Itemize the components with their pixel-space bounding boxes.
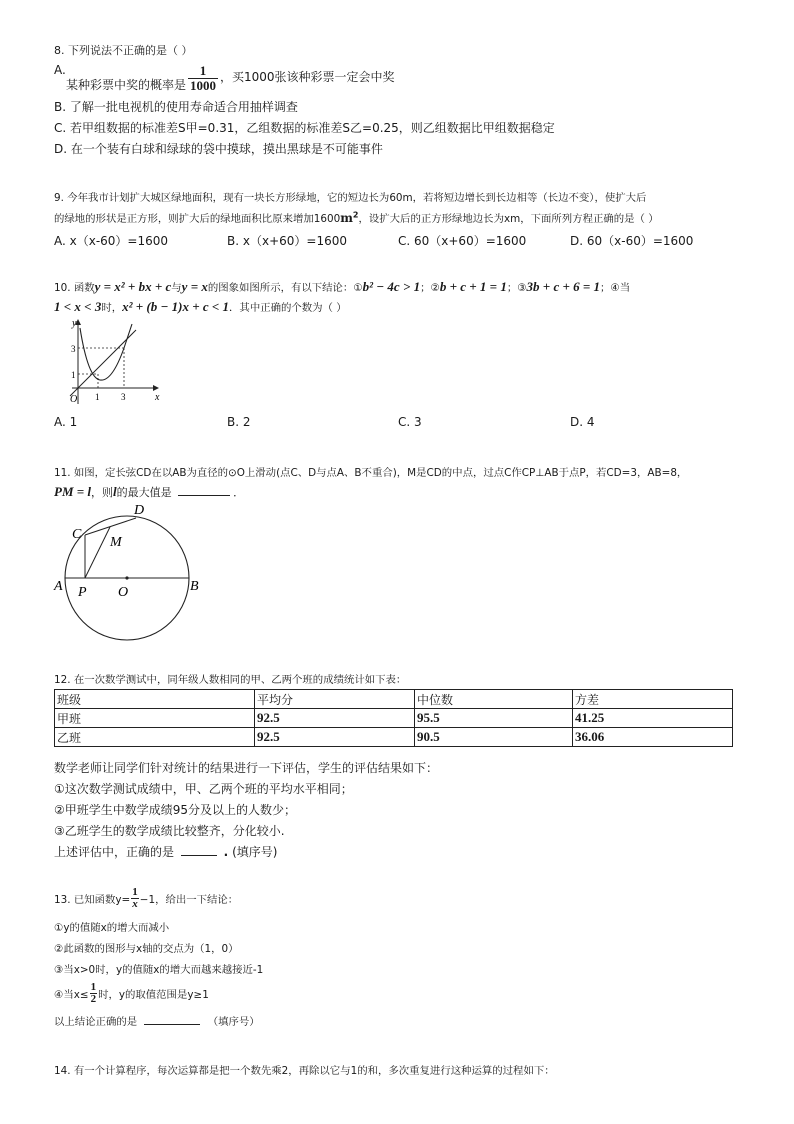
q11-label-o: O — [118, 585, 129, 600]
q10-x-label: x — [155, 392, 160, 403]
q9-option-c: C. 60（x+60）=1600 — [398, 234, 527, 248]
q10-text-b: 与 — [171, 282, 182, 294]
q13-item4-fraction — [90, 982, 98, 1005]
q8-fraction-num: 1 — [188, 64, 218, 79]
q11-label-m: M — [110, 535, 122, 550]
q13-stem-post: −1，给出一下结论： — [139, 894, 239, 906]
q11-label-d: D — [134, 503, 145, 518]
q10-y-tick-3: 3 — [71, 344, 76, 354]
q8-option-a-label: A. — [54, 63, 66, 77]
q10-text-f: ；④当 — [600, 282, 631, 294]
q10-line2 — [54, 299, 347, 315]
q9-unit: m — [340, 211, 353, 225]
q14-stem: 14. 有一个计算程序，每次运算都是把一个数先乘2，再除以它与1的和，多次重复进行这种运算的过程如下： — [54, 1065, 555, 1077]
q12-conclusion — [54, 843, 277, 860]
q13-item-1: ①y的值随x的增大而减小 — [54, 922, 170, 934]
q10-text-e: ；③ — [506, 282, 527, 294]
q12-dot: . — [223, 845, 229, 859]
q10-func-linear: y = x — [181, 279, 208, 294]
q9-option-d: D. 60（x-60）=1600 — [570, 234, 694, 248]
table-cell: 92.5 — [255, 728, 415, 747]
q11-segment-pm — [85, 527, 110, 578]
q9-line2 — [54, 210, 659, 225]
q10-conclusion-3: 3b + c + 6 = 1 — [526, 279, 601, 294]
q13-conclusion — [54, 1013, 260, 1028]
q13-item-3: ③当x>0时，y的值随x的增大而越来越接近-1 — [54, 964, 264, 976]
q10-option-d: D. 4 — [570, 415, 595, 429]
q10-option-c: C. 3 — [398, 415, 422, 429]
q10-function-graph — [54, 316, 166, 408]
q8-option-a-pre: 某种彩票中奖的概率是 — [66, 77, 187, 92]
q12-answer-blank[interactable] — [181, 855, 217, 856]
q10-x-tick-1: 1 — [95, 392, 100, 402]
table-header-cell: 平均分 — [255, 690, 415, 709]
q10-func-quadratic: y = x² + bx + c — [94, 279, 172, 294]
q11-label-p: P — [78, 585, 87, 600]
q8-option-a — [66, 62, 395, 96]
q12-stem: 12. 在一次数学测试中，同年级人数相同的甲、乙两个班的成绩统计如下表： — [54, 674, 407, 686]
q12-after-text: 数学老师让同学们针对统计的结果进行一下评估，学生的评估结果如下： — [54, 761, 439, 775]
q10-option-a: A. 1 — [54, 415, 78, 429]
q10-conclusion-1: b² − 4c > 1 — [362, 279, 421, 294]
q12-item-3: ③乙班学生的数学成绩比较整齐，分化较小. — [54, 824, 285, 838]
q11-answer-blank[interactable] — [178, 495, 230, 496]
q13-item4-pre: ④当x≤ — [54, 988, 89, 1001]
q10-text-h: ．其中正确的个数为（ ） — [229, 302, 347, 314]
q8-option-a-post: ，买1000张该种彩票一定会中奖 — [220, 69, 395, 84]
table-cell: 乙班 — [55, 728, 255, 747]
q12-score-table — [54, 689, 733, 747]
q11-l-symbol: l — [113, 484, 117, 499]
q10-x-tick-3: 3 — [121, 392, 126, 402]
table-header-cell: 班级 — [55, 690, 255, 709]
q10-y-tick-1: 1 — [71, 370, 76, 380]
q13-item4-post: 时，y的取值范围是y≥1 — [98, 988, 209, 1001]
q11-period: ． — [233, 486, 245, 499]
q13-stem-pre: 13. 已知函数y= — [54, 894, 131, 906]
table-row — [55, 709, 733, 728]
q11-label-c: C — [72, 527, 82, 542]
q10-range: 1 < x < 3 — [54, 299, 102, 314]
q9-unit-exp: 2 — [352, 210, 359, 220]
q10-text-c: 的图象如图所示，有以下结论：① — [207, 282, 363, 294]
table-cell: 90.5 — [415, 728, 573, 747]
q10-y-label: y — [72, 318, 77, 329]
q9-option-a: A. x（x-60）=1600 — [54, 234, 169, 248]
q12-conclusion-pre: 上述评估中，正确的是 — [54, 845, 175, 859]
q13-item-2: ②此函数的图形与x轴的交点为（1，0） — [54, 943, 239, 955]
q13-fraction-num: 1 — [132, 886, 138, 898]
q11-text-then: ，则 — [91, 486, 114, 499]
q11-center-point — [125, 576, 128, 579]
q10-inequality: x² + (b − 1)x + c < 1 — [122, 299, 230, 314]
table-cell: 95.5 — [415, 709, 573, 728]
q8-fraction — [188, 64, 218, 93]
q10-line-y-eq-x — [70, 330, 136, 396]
q13-fraction — [131, 887, 139, 910]
q9-line2-pre: 的绿地的形状是正方形，则扩大后的绿地面积比原来增加1600 — [54, 213, 341, 225]
q11-circle-figure — [50, 500, 210, 642]
table-cell: 92.5 — [255, 709, 415, 728]
table-header-cell: 方差 — [573, 690, 733, 709]
table-cell: 甲班 — [55, 709, 255, 728]
q10-origin-label: O — [70, 394, 78, 405]
table-cell: 41.25 — [573, 709, 733, 728]
q11-label-a: A — [54, 579, 63, 594]
q10-line1 — [54, 279, 630, 295]
q8-option-d: D. 在一个装有白球和绿球的袋中摸球，摸出黑球是不可能事件 — [54, 142, 383, 156]
q12-item-2: ②甲班学生中数学成绩95分及以上的人数少； — [54, 803, 297, 817]
q13-item4-num: 1 — [90, 980, 97, 993]
table-row — [55, 728, 733, 747]
q8-stem: 8. 下列说法不正确的是（ ） — [54, 44, 193, 57]
q13-item-4 — [54, 978, 209, 1008]
q13-stem — [54, 887, 238, 910]
q10-conclusion-2: b + c + 1 = 1 — [439, 279, 507, 294]
q11-pm-equation: PM = l — [54, 484, 92, 499]
q13-answer-blank[interactable] — [144, 1024, 200, 1025]
q8-fraction-den: 1000 — [190, 77, 217, 93]
q8-option-c: C. 若甲组数据的标准差S甲=0.31，乙组数据的标准差S乙=0.25，则乙组数据比甲组数据稳定 — [54, 121, 555, 135]
q12-item-1: ①这次数学测试成绩中，甲、乙两个班的平均水平相同； — [54, 782, 353, 796]
q9-line1: 9. 今年我市计划扩大城区绿地面积，现有一块长方形绿地，它的短边长为60m，若将短边增长到长边相等（长边不变），使扩大后 — [54, 192, 647, 204]
q11-line1: 11. 如图，定长弦CD在以AB为直径的⊙O上滑动(点C、D与点A、B不重合)，M是CD的中点，过点C作CP⊥AB于点P，若CD=3，AB=8， — [54, 467, 688, 479]
q12-conclusion-post: (填序号) — [232, 845, 278, 859]
q9-option-b: B. x（x+60）=1600 — [227, 234, 347, 248]
q10-text-d: ；② — [420, 282, 440, 294]
q10-text-g: 时， — [101, 302, 123, 314]
table-cell: 36.06 — [573, 728, 733, 747]
q9-line2-post: ，设扩大后的正方形绿地边长为xm，下面所列方程正确的是（ ） — [358, 213, 659, 225]
table-header-cell: 中位数 — [415, 690, 573, 709]
q11-label-b: B — [190, 579, 199, 594]
q13-conclusion-post: （填序号） — [207, 1016, 260, 1028]
q13-conclusion-pre: 以上结论正确的是 — [54, 1016, 138, 1028]
q10-option-b: B. 2 — [227, 415, 251, 429]
q8-option-b: B. 了解一批电视机的使用寿命适合用抽样调查 — [54, 100, 298, 114]
q11-line2 — [54, 484, 244, 500]
q11-text-max: 的最大值是 — [116, 486, 172, 499]
q10-text-a: 10. 函数 — [54, 282, 95, 294]
table-header-row — [55, 690, 733, 709]
q13-fraction-den: x — [132, 898, 138, 910]
q13-item4-den: 2 — [90, 992, 97, 1005]
